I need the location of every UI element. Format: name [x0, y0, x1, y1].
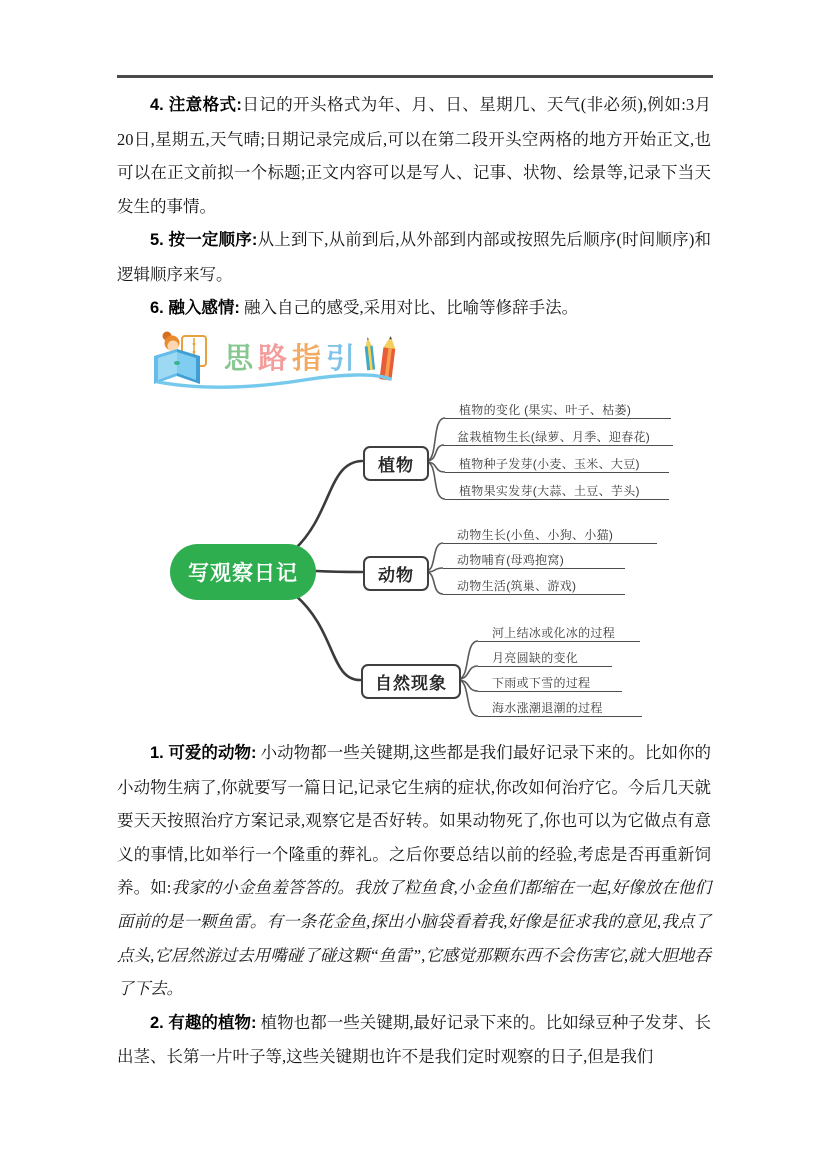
mindmap-leaf: 植物果实发芽(大蒜、土豆、芋头)	[445, 482, 669, 500]
intro-item-5-label: 5. 按一定顺序:	[150, 231, 258, 249]
intro-item-5-text: 从上到下,从前到后,从外部到内部或按照先后顺序(时间顺序)和逻辑顺序来写。	[117, 230, 711, 284]
banner-char-3: 指	[292, 343, 327, 375]
intro-item-4	[117, 88, 711, 223]
mindmap-leaf: 海水涨潮退潮的过程	[478, 699, 642, 717]
banner-char-1: 思	[224, 343, 259, 375]
banner-char-4: 引	[326, 343, 361, 375]
section-banner	[150, 328, 400, 394]
body-paragraph-2-text: 植物也都一些关键期,最好记录下来的。比如绿豆种子发芽、长出茎、长第一片叶子等,这些关键期也许不是我们定时观察的日子,但是我们	[117, 1012, 711, 1067]
mindmap-leaf: 植物种子发芽(小麦、玉米、大豆)	[445, 455, 669, 473]
intro-item-6	[117, 291, 711, 326]
body-paragraph-2	[117, 1006, 711, 1074]
body-paragraph-1-example: 我家的小金鱼羞答答的。我放了粒鱼食,小金鱼们都缩在一起,好像放在他们面前的是一颗鱼雷。有一条花金鱼,探出小脑袋看着我,好像是征求我的意见,我点了点头,它居然游过去用嘴碰了碰这颗“鱼雷”,它感觉那颗东西不会伤害它,就大胆地吞了下去。	[117, 878, 712, 999]
mindmap-leaf: 下雨或下雪的过程	[478, 674, 622, 692]
intro-item-6-text: 融入自己的感受,采用对比、比喻等修辞手法。	[239, 298, 579, 317]
intro-item-6-label: 6. 融入感情:	[150, 299, 240, 317]
body-paragraph-1	[117, 736, 711, 1006]
mindmap-leaf: 河上结冰或化冰的过程	[478, 624, 640, 642]
mindmap-leaf: 月亮圆缺的变化	[478, 649, 612, 667]
mindmap-leaf: 盆栽植物生长(绿萝、月季、迎春花)	[443, 428, 673, 446]
header-rule	[117, 75, 713, 78]
body-paragraph-1-text: 小动物都一些关键期,这些都是我们最好记录下来的。比如你的小动物生病了,你就要写一篇日记,记录它生病的症状,你改如何治疗它。今后几天就要天天按照治疗方案记录,观察它是否好转。如果动物死了,你也可以为它做点有意义的事情,比如举行一个隆重的葬礼。之后你要总结以前的经验,考虑是否再重新饲养。如:	[117, 743, 711, 898]
body-paragraph-1-label: 1. 可爱的动物:	[150, 744, 257, 762]
intro-section	[117, 88, 711, 326]
mindmap-root-node: 写观察日记	[170, 544, 316, 600]
mindmap-leaf: 动物生活(筑巢、游戏)	[443, 577, 625, 595]
intro-item-4-label: 4. 注意格式:	[150, 96, 242, 114]
mindmap-branch-nature: 自然现象	[361, 664, 461, 699]
body-section	[117, 736, 711, 1074]
intro-item-4-text: 日记的开头格式为年、月、日、星期几、天气(非必须),例如:3月20日,星期五,天气晴;日期记录完成后,可以在第二段开头空两格的地方开始正文,也可以在正文前拟一个标题;正文内容可以是写人、记事、状物、绘景等,记录下当天发生的事情。	[117, 95, 712, 216]
mindmap-leaf: 植物的变化 (果实、叶子、枯萎)	[445, 401, 671, 419]
mindmap-leaf: 动物哺育(母鸡抱窝)	[443, 551, 625, 569]
mindmap-branch-animals: 动物	[363, 556, 429, 591]
banner-underline-swoosh	[156, 370, 394, 392]
mindmap-leaf: 动物生长(小鱼、小狗、小猫)	[443, 526, 657, 544]
body-paragraph-2-label: 2. 有趣的植物:	[150, 1013, 257, 1032]
mindmap-branch-plants: 植物	[363, 446, 429, 481]
intro-item-5	[117, 223, 711, 291]
mindmap	[160, 398, 700, 738]
banner-char-2: 路	[258, 343, 293, 375]
